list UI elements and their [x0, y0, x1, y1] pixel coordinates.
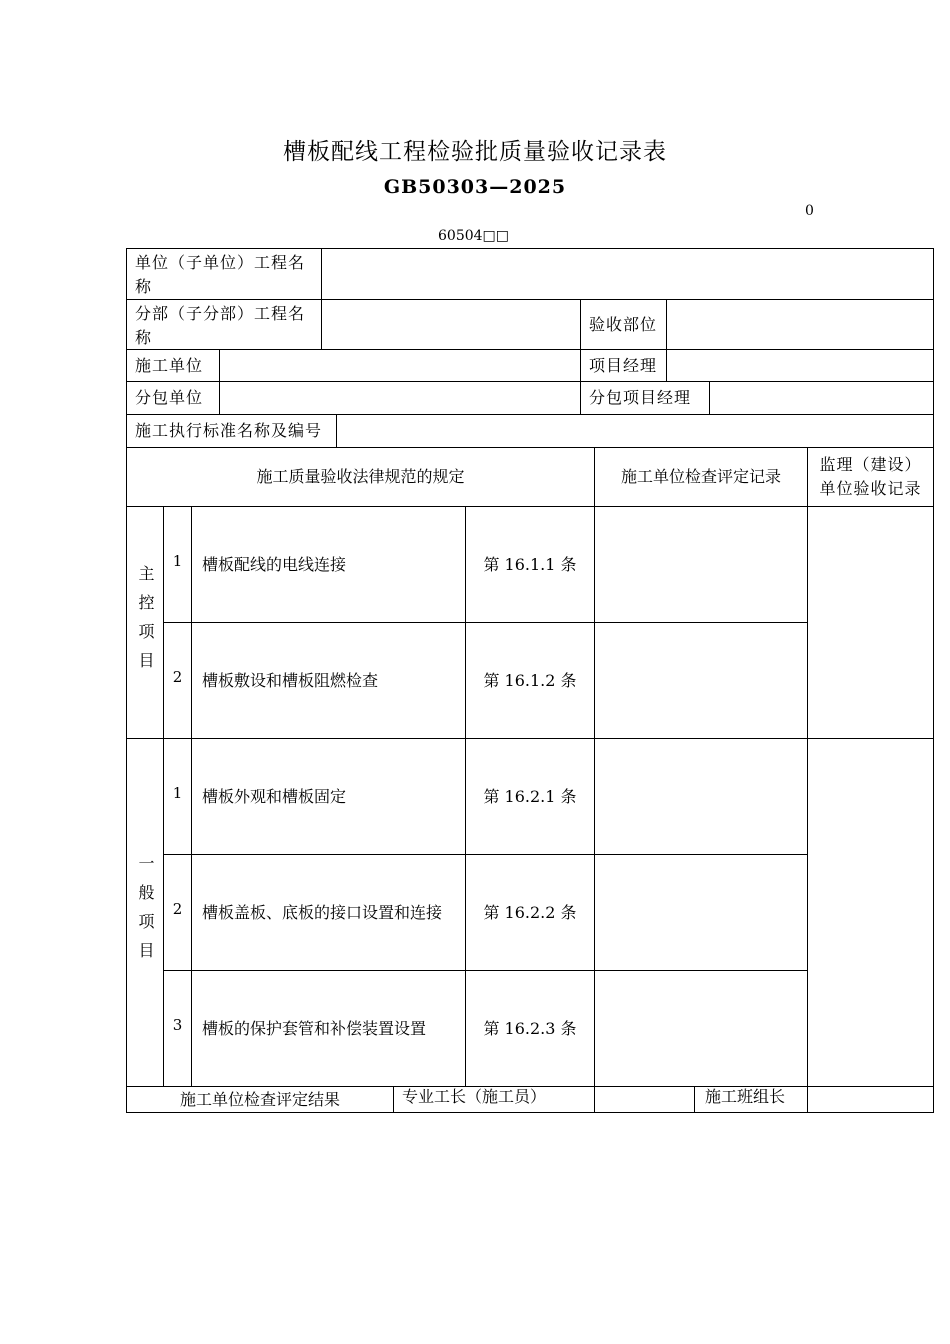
general-item-2-clause: 第 16.2.2 条	[465, 854, 595, 971]
standard-code: GB50303—2025	[383, 176, 567, 198]
team-leader-label: 施工班组长	[694, 1086, 808, 1113]
sub-project-manager-value[interactable]	[709, 381, 934, 415]
project-manager-label: 项目经理	[580, 349, 667, 382]
inspection-table	[126, 248, 934, 1113]
main-item-1-clause: 第 16.1.1 条	[465, 506, 595, 623]
standard-name-label: 施工执行标准名称及编号	[126, 414, 337, 448]
main-item-2-no: 2	[163, 622, 192, 739]
constructor-value[interactable]	[219, 349, 581, 382]
check-record-column-header: 施工单位检查评定记录	[594, 447, 808, 507]
main-item-2-desc: 槽板敷设和槽板阻燃检查	[191, 622, 466, 739]
sub-project-label: 分部（子分部）工程名称	[126, 299, 322, 350]
foreman-label: 专业工长（施工员）	[393, 1086, 595, 1113]
general-item-1-record[interactable]	[594, 738, 808, 855]
constructor-label: 施工单位	[126, 349, 220, 382]
general-items-supervision[interactable]	[807, 738, 934, 1087]
sub-project-value[interactable]	[321, 299, 581, 350]
general-item-2-desc: 槽板盖板、底板的接口设置和连接	[191, 854, 466, 971]
page-title: 槽板配线工程检验批质量验收记录表	[283, 139, 667, 165]
general-item-3-desc: 槽板的保护套管和补偿装置设置	[191, 970, 466, 1087]
general-item-3-record[interactable]	[594, 970, 808, 1087]
general-item-1-no: 1	[163, 738, 192, 855]
general-item-2-record[interactable]	[594, 854, 808, 971]
standard-name-value[interactable]	[336, 414, 934, 448]
unit-project-value[interactable]	[321, 248, 934, 300]
unit-project-label: 单位（子单位）工程名称	[126, 248, 322, 300]
supervision-column-header: 监理（建设）单位验收记录	[807, 447, 934, 507]
spec-column-header: 施工质量验收法律规范的规定	[126, 447, 595, 507]
general-item-1-clause: 第 16.2.1 条	[465, 738, 595, 855]
foreman-value[interactable]	[594, 1086, 695, 1113]
form-code: 60504□□	[438, 228, 509, 244]
main-item-2-clause: 第 16.1.2 条	[465, 622, 595, 739]
project-manager-value[interactable]	[666, 349, 934, 382]
general-items-label: 一般项目	[126, 738, 164, 1087]
main-item-1-no: 1	[163, 506, 192, 623]
acceptance-part-value[interactable]	[666, 299, 934, 350]
main-item-2-record[interactable]	[594, 622, 808, 739]
page-number: 0	[805, 203, 814, 219]
check-result-label: 施工单位检查评定结果	[126, 1086, 394, 1113]
main-item-1-record[interactable]	[594, 506, 808, 623]
general-item-3-clause: 第 16.2.3 条	[465, 970, 595, 1087]
team-leader-value[interactable]	[807, 1086, 934, 1113]
subcontractor-label: 分包单位	[126, 381, 220, 415]
acceptance-part-label: 验收部位	[580, 299, 667, 350]
main-items-supervision[interactable]	[807, 506, 934, 739]
subcontractor-value[interactable]	[219, 381, 581, 415]
general-item-1-desc: 槽板外观和槽板固定	[191, 738, 466, 855]
general-item-3-no: 3	[163, 970, 192, 1087]
main-item-1-desc: 槽板配线的电线连接	[191, 506, 466, 623]
general-item-2-no: 2	[163, 854, 192, 971]
sub-project-manager-label: 分包项目经理	[580, 381, 710, 415]
main-items-label: 主控项目	[126, 506, 164, 739]
